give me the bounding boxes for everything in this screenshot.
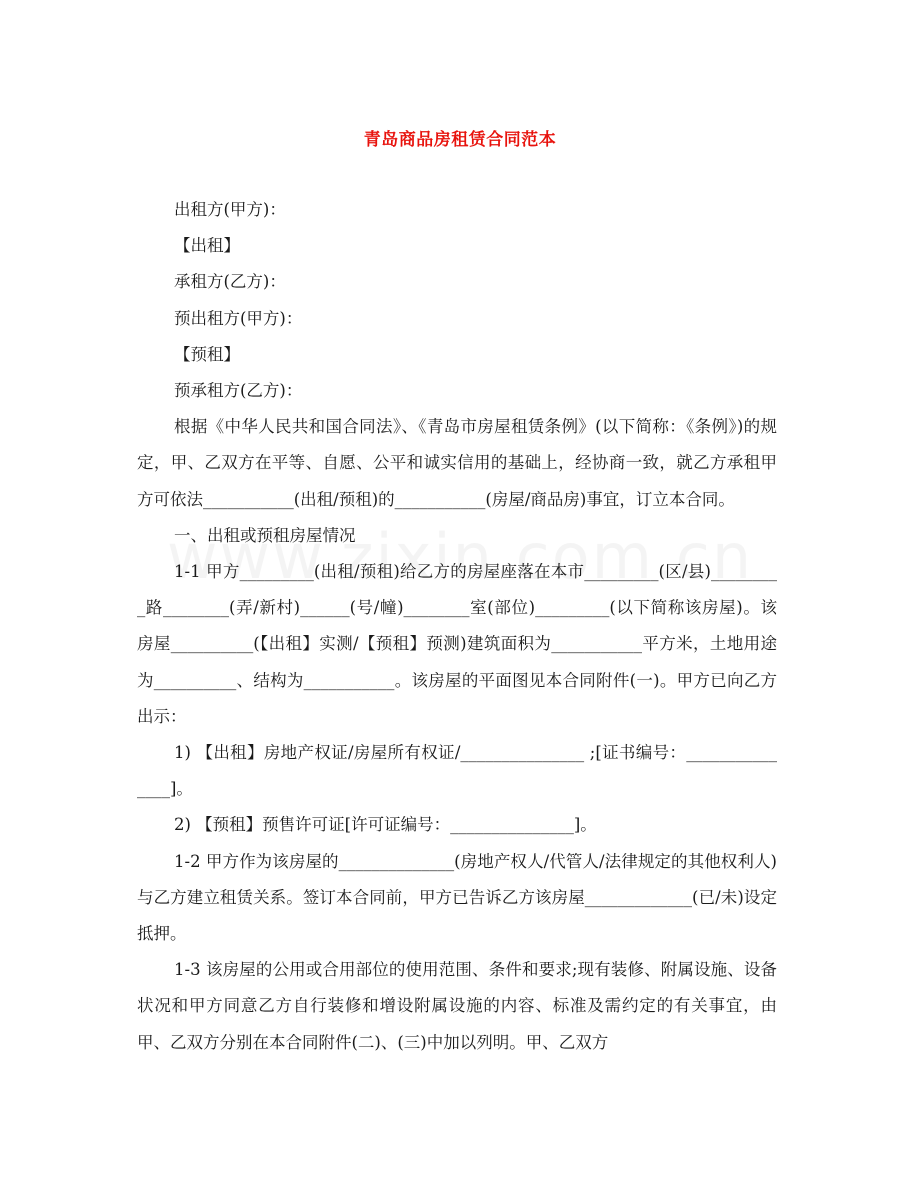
party-pre-lessor-label: 预出租方(甲方)：: [174, 308, 303, 328]
preamble-paragraph: 根据《中华人民共和国合同法》、《青岛市房屋租赁条例》(以下简称：《条例》)的规定，甲、乙双方在平等、自愿、公平和诚实信用的基础上，经协商一致，就乙方承租甲方可依法___________(出租/预租)的___________(房屋/商品房)事宜，订立本合同。: [137, 417, 777, 509]
party-lessor-label: 出租方(甲方)：: [174, 200, 286, 219]
document-body: [137, 192, 777, 1061]
clause-1-3: 1-3 该房屋的公用或合用部位的使用范围、条件和要求;现有装修、附属设施、设备状况和甲方同意乙方自行装修和增设附属设施的内容、标准及需约定的有关事宜，由甲、乙双方分别在本合同附件(二)、(三)中加以列明。甲、乙双方: [137, 960, 777, 1052]
clause-1-1: 1-1 甲方_________(出租/预租)给乙方的房屋座落在本市_________(区/县)_________路________(弄/新村)______(号/幢)________室(部位)_________(以下简称该房屋)。该房屋__________(【出租】实测/【预租】预测)建筑面积为___________平方米，土地用途为__________、结构为___________。该房屋的平面图见本合同附件(一)。甲方已向乙方出示：: [137, 562, 777, 726]
party-lessee-label: 承租方(乙方)：: [174, 272, 286, 292]
clause-1-2: 1-2 甲方作为该房屋的______________(房地产权人/代管人/法律规定的其他权利人)与乙方建立租赁关系。签订本合同前，甲方已告诉乙方该房屋_____________(已/未)设定抵押。: [137, 851, 777, 944]
section-tag-rent: 【出租】: [174, 236, 240, 256]
section-heading-1: 一、出租或预租房屋情况: [174, 525, 356, 545]
clause-1-1-item-2: 2) 【预租】预售许可证[许可证编号：_______________]。: [174, 815, 597, 835]
party-pre-lessee-label: 预承租方(乙方)：: [174, 381, 303, 401]
page-title: 青岛商品房租赁合同范本: [363, 130, 557, 150]
clause-1-1-item-1: 1) 【出租】房地产权证/房屋所有权证/_______________ ;[证书编号：_______________]。: [137, 743, 777, 799]
section-tag-prerent: 【预租】: [174, 344, 240, 364]
